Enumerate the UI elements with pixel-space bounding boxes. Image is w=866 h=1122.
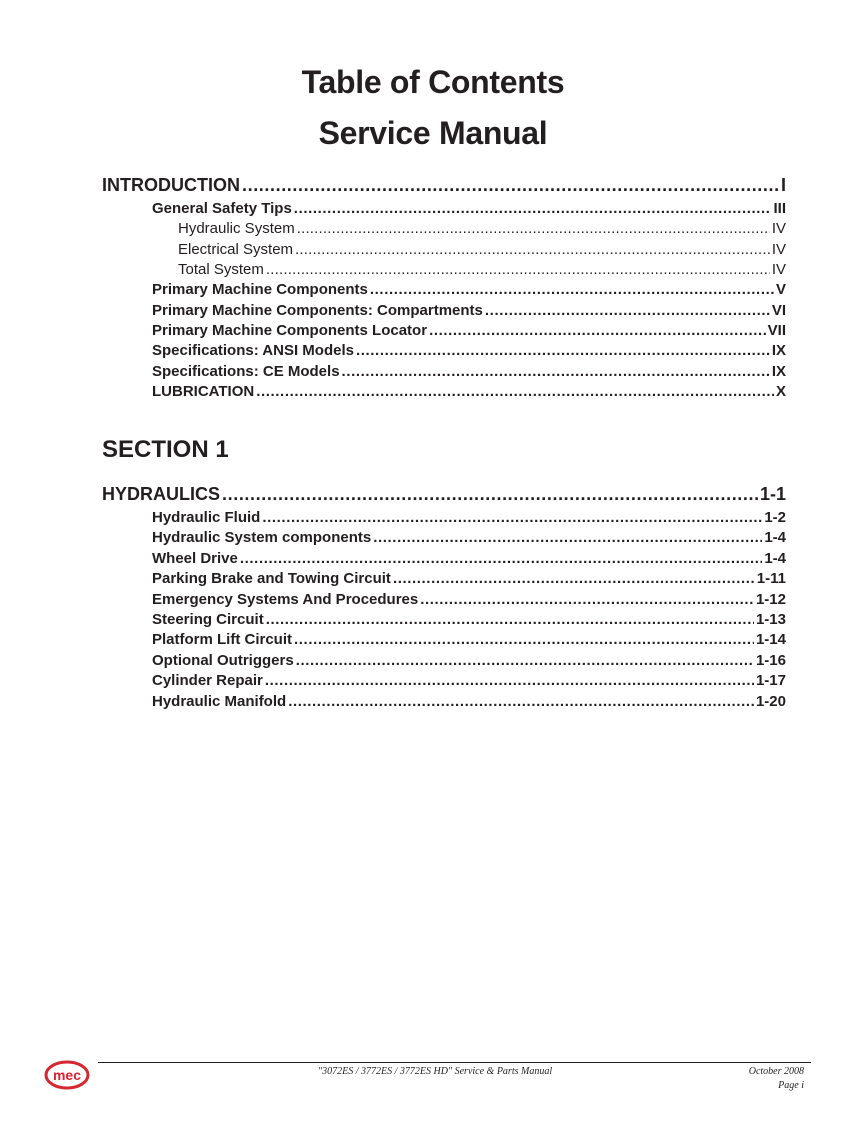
dot-leader xyxy=(262,509,762,526)
toc-introduction xyxy=(102,175,786,404)
toc-entry-page: 1-1 xyxy=(759,484,786,504)
toc-entry-page: IV xyxy=(771,240,786,258)
dot-leader xyxy=(266,261,770,278)
toc-entry[interactable] xyxy=(102,302,786,322)
toc-entry[interactable] xyxy=(102,550,786,570)
toc-entry-page: 1-11 xyxy=(756,570,786,588)
toc-entry[interactable] xyxy=(102,363,786,383)
toc-entry-label: Wheel Drive xyxy=(152,549,238,567)
dot-leader xyxy=(222,484,758,505)
toc-entry-label: INTRODUCTION xyxy=(102,175,240,195)
dot-leader xyxy=(256,383,774,400)
toc-entry[interactable] xyxy=(102,200,786,220)
toc-entry[interactable] xyxy=(102,652,786,672)
dot-leader xyxy=(393,570,755,587)
dot-leader xyxy=(295,241,770,258)
toc-entry[interactable] xyxy=(102,631,786,651)
dot-leader xyxy=(373,529,762,546)
toc-entry-label: Specifications: CE Models xyxy=(152,362,340,380)
toc-entry-page: 1-17 xyxy=(755,672,786,690)
doc-title: Table of Contents xyxy=(301,64,565,100)
toc-entry-label: Hydraulic Fluid xyxy=(152,509,261,526)
toc-entry-label: Total System xyxy=(178,260,264,278)
toc-entry-page: I xyxy=(780,175,786,195)
toc-entry[interactable] xyxy=(102,570,786,590)
toc-entry[interactable] xyxy=(102,611,786,631)
toc-entry-page: 1-20 xyxy=(755,692,786,710)
toc-entry-page: 1-4 xyxy=(764,529,786,547)
mec-logo xyxy=(44,1060,90,1090)
toc-entry-label: HYDRAULICS xyxy=(102,484,221,504)
toc-entry-label: Cylinder Repair xyxy=(152,672,263,690)
dot-leader xyxy=(288,693,754,710)
toc-entry-page: VI xyxy=(771,301,786,319)
toc-entry[interactable] xyxy=(102,220,786,240)
toc-section-1 xyxy=(102,484,786,713)
dot-leader xyxy=(429,322,766,339)
toc-entry-label: Parking Brake and Towing Circuit xyxy=(152,570,391,588)
toc-entry-page: IX xyxy=(771,362,786,380)
dot-leader xyxy=(296,652,754,669)
logo-wordmark: mec xyxy=(52,1067,82,1083)
toc-entry-label: Primary Machine Components xyxy=(152,281,368,299)
dot-leader xyxy=(240,550,762,567)
toc-entry-page: 1-4 xyxy=(764,549,786,567)
dot-leader xyxy=(265,672,754,689)
toc-entry-page: V xyxy=(775,281,786,299)
toc-entry-label: General Safety Tips xyxy=(152,200,292,217)
toc-entry-page: IV xyxy=(771,220,786,238)
toc-entry-page: IX xyxy=(771,342,786,360)
toc-entry[interactable] xyxy=(102,322,786,342)
toc-entry-page: 1-16 xyxy=(755,651,786,669)
footer-page-number: Page i xyxy=(778,1080,804,1091)
toc-entry-page: VII xyxy=(767,322,786,340)
toc-entry[interactable] xyxy=(102,509,786,529)
section-heading: SECTION 1 xyxy=(102,436,229,463)
toc-main-hydraulics[interactable] xyxy=(102,484,786,509)
dot-leader xyxy=(242,175,779,196)
toc-entry-label: Hydraulic System components xyxy=(152,529,372,547)
footer-manual-title: "3072ES / 3772ES / 3772ES HD" Service & Parts Manual xyxy=(317,1066,553,1077)
toc-entry[interactable] xyxy=(102,342,786,362)
footer-rule xyxy=(98,1062,811,1063)
toc-entry-label: Optional Outriggers xyxy=(152,651,294,669)
toc-entry[interactable] xyxy=(102,281,786,301)
dot-leader xyxy=(356,342,770,359)
toc-entry-page: IV xyxy=(771,260,786,278)
toc-entry-label: Hydraulic System xyxy=(178,220,295,238)
toc-entry-label: Steering Circuit xyxy=(152,610,264,628)
dot-leader xyxy=(485,302,770,319)
dot-leader xyxy=(294,200,772,217)
toc-entry-page: 1-2 xyxy=(764,509,786,526)
toc-entry-label: LUBRICATION xyxy=(152,383,255,401)
doc-subtitle: Service Manual xyxy=(318,115,548,151)
toc-entry[interactable] xyxy=(102,261,786,281)
toc-entry-label: Primary Machine Components Locator xyxy=(152,322,428,340)
toc-entry-page: 1-13 xyxy=(755,610,786,628)
toc-entry-page: III xyxy=(773,200,786,217)
dot-leader xyxy=(420,591,754,608)
toc-entry-label: Primary Machine Components: Compartments xyxy=(152,301,483,319)
toc-entry-page: 1-14 xyxy=(755,631,786,649)
toc-entry[interactable] xyxy=(102,383,786,403)
toc-entry-label: Specifications: ANSI Models xyxy=(152,342,354,360)
toc-entry-label: Electrical System xyxy=(178,240,294,258)
toc-entry-label: Emergency Systems And Procedures xyxy=(152,590,419,608)
toc-entry-label: Platform Lift Circuit xyxy=(152,631,293,649)
dot-leader xyxy=(370,281,774,298)
toc-entry-page: X xyxy=(775,383,786,401)
dot-leader xyxy=(297,220,770,237)
toc-main-introduction[interactable] xyxy=(102,175,786,200)
toc-entry[interactable] xyxy=(102,693,786,713)
dot-leader xyxy=(266,611,754,628)
dot-leader xyxy=(294,631,754,648)
toc-entry[interactable] xyxy=(102,529,786,549)
dot-leader xyxy=(342,363,770,380)
toc-entry[interactable] xyxy=(102,672,786,692)
toc-entry-page: 1-12 xyxy=(755,590,786,608)
footer-date: October 2008 xyxy=(748,1066,804,1077)
toc-entry[interactable] xyxy=(102,591,786,611)
toc-entry[interactable] xyxy=(102,241,786,261)
toc-entry-label: Hydraulic Manifold xyxy=(152,692,287,710)
